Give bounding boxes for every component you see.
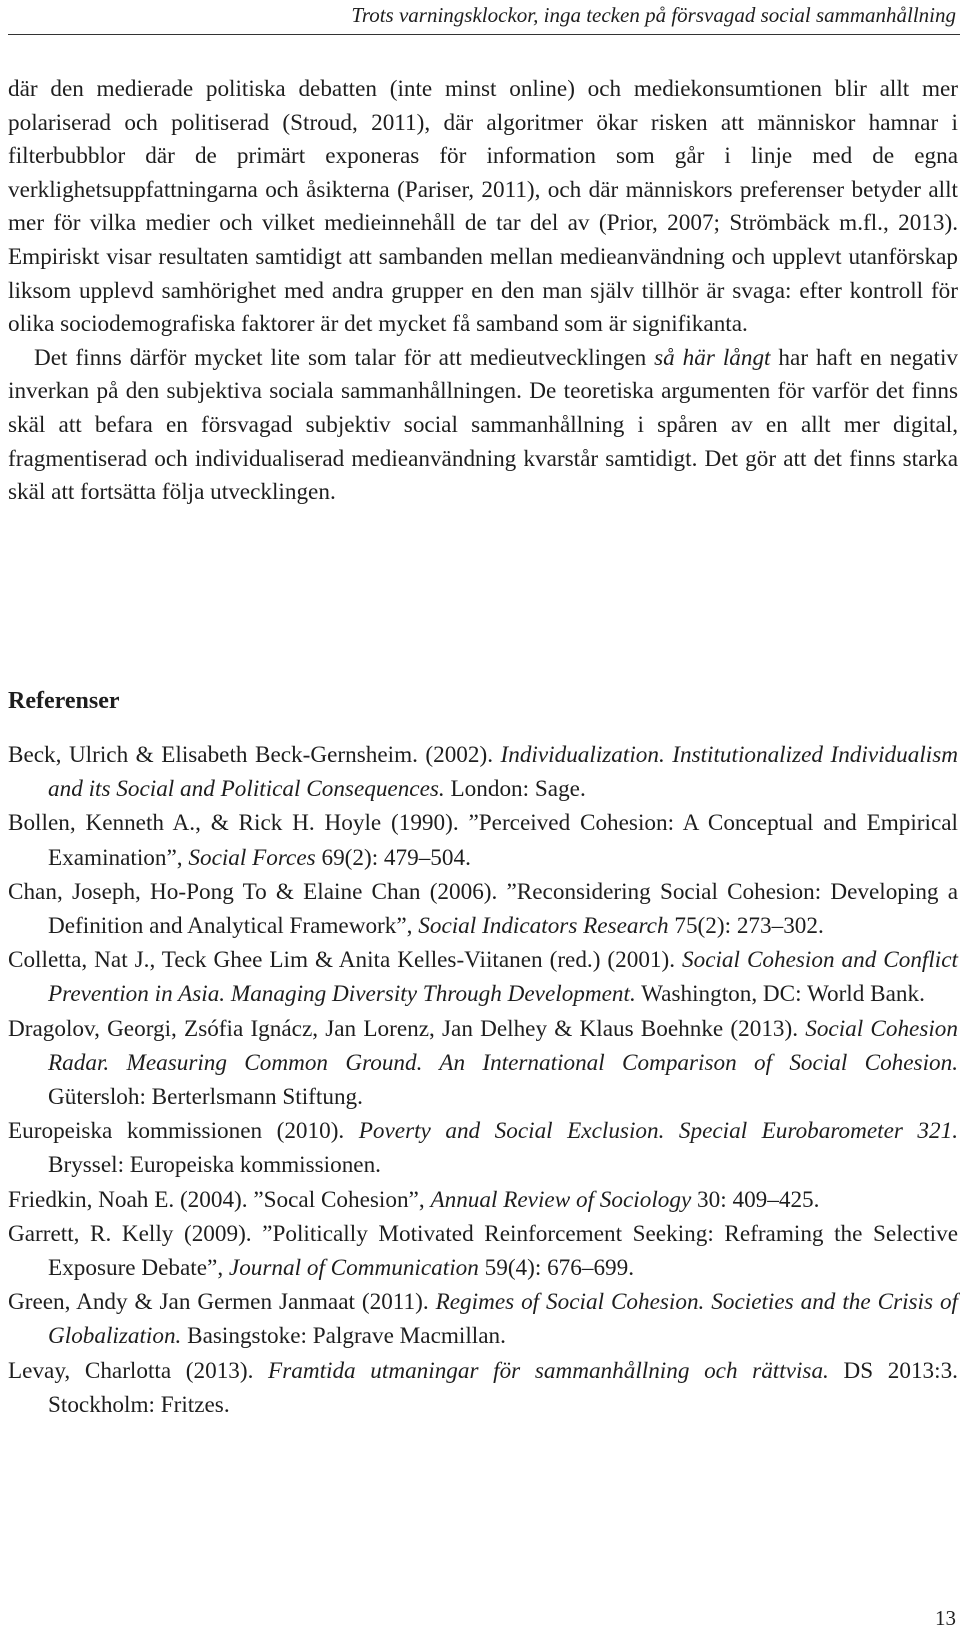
reference-text: Bollen, Kenneth A., & Rick H. Hoyle (1990). ”Perceived Cohesion: A Conceptual and Empirical Examination”, bbox=[8, 810, 958, 871]
paragraph-1: där den medierade politiska debatten (inte minst online) och mediekonsumtionen blir allt mer polariserad och politiserad (Stroud, 2011), där algoritmer ökar risken att människor hamnar i filterbubblor där de primärt exponeras för information som går i linje med de egna verklighetsuppfattningarna och åsikterna (Pariser, 2011), och där människors preferenser betyder allt mer för vilka medier och vilket medieinnehåll de tar del av (Prior, 2007; Strömbäck m.fl., 2013). Empiriskt visar resultaten samtidigt att sambanden mellan medieanvändning och upplevt utanförskap liksom upplevd samhörighet med andra grupper en den man själv tillhör är svaga: efter kontroll för olika sociodemografiska faktorer är det mycket få samband som är signifikanta. bbox=[8, 76, 958, 338]
reference-title: Regimes of Social Cohesion. Societies and the Crisis of Globalization. bbox=[48, 1289, 958, 1350]
reference-entry bbox=[8, 943, 958, 1011]
reference-title: Journal of Communication bbox=[228, 1255, 479, 1282]
reference-text: 75(2): 273–302. bbox=[668, 913, 824, 940]
paragraph-2-emphasis: så här långt bbox=[654, 344, 771, 371]
reference-text: DS 2013:3. Stockholm: Fritzes. bbox=[48, 1357, 958, 1418]
running-head: Trots varningsklockor, inga tecken på försvagad social sammanhållning bbox=[351, 3, 956, 27]
paragraph-2 bbox=[8, 342, 958, 510]
body-text bbox=[8, 73, 958, 510]
reference-text: Gütersloh: Berterlsmann Stiftung. bbox=[48, 1084, 363, 1111]
reference-text: Washington, DC: World Bank. bbox=[635, 981, 925, 1008]
reference-title: Framtida utmaningar för sammanhållning och rättvisa. bbox=[268, 1357, 829, 1384]
reference-text: Green, Andy & Jan Germen Janmaat (2011). bbox=[8, 1289, 436, 1316]
reference-list bbox=[8, 738, 958, 1422]
reference-title: Individualization. Institutionalized Individualism and its Social and Political Consequences. bbox=[48, 742, 958, 803]
header-rule bbox=[8, 34, 960, 35]
reference-text: Dragolov, Georgi, Zsófia Ignácz, Jan Lorenz, Jan Delhey & Klaus Boehnke (2013). bbox=[8, 1015, 806, 1042]
reference-text: Basingstoke: Palgrave Macmillan. bbox=[181, 1323, 506, 1350]
reference-text: Europeiska kommissionen (2010). bbox=[8, 1118, 359, 1145]
reference-title: Social Forces bbox=[188, 844, 316, 871]
reference-text: Beck, Ulrich & Elisabeth Beck-Gernsheim. (2002). bbox=[8, 742, 501, 768]
reference-entry bbox=[8, 875, 958, 943]
reference-text: Colletta, Nat J., Teck Ghee Lim & Anita Kelles-Viitanen (red.) (2001). bbox=[8, 947, 683, 974]
reference-entry bbox=[8, 1012, 958, 1115]
reference-text: London: Sage. bbox=[444, 776, 586, 803]
paragraph-2-text-continued: har haft en negativ inverkan på den subjektiva sociala sammanhållningen. De teoretiska argumenten för varför det finns skäl att befara en försvagad subjektiv social sammanhållning i spåren av en allt mer digital, fragmentiserad och individualiserad medieanvändning kvarstår samtidigt. Det gör att det finns starka skäl att fortsätta följa utvecklingen. bbox=[8, 344, 959, 506]
page-number: 13 bbox=[935, 1606, 956, 1630]
reference-text: 30: 409–425. bbox=[691, 1186, 820, 1213]
reference-entry bbox=[8, 806, 958, 874]
reference-title: Social Indicators Research bbox=[418, 913, 669, 940]
reference-entry bbox=[8, 1217, 958, 1285]
reference-text: Garrett, R. Kelly (2009). ”Politically Motivated Reinforcement Seeking: Reframing the Selective Exposure Debate”, bbox=[8, 1220, 958, 1282]
reference-entry bbox=[8, 1354, 958, 1422]
references-heading: Referenser bbox=[8, 688, 120, 714]
reference-entry bbox=[8, 738, 958, 806]
reference-entry bbox=[8, 1183, 958, 1217]
reference-text: Chan, Joseph, Ho-Pong To & Elaine Chan (2006). ”Reconsidering Social Cohesion: Developing a Definition and Analytical Framework”, bbox=[8, 878, 958, 940]
reference-title: Social Cohesion and Conflict Prevention in Asia. Managing Diversity Through Development. bbox=[48, 947, 958, 1008]
reference-text: Friedkin, Noah E. (2004). ”Socal Cohesion”, bbox=[8, 1186, 431, 1213]
reference-text: 59(4): 676–699. bbox=[478, 1255, 635, 1282]
reference-title: Annual Review of Sociology bbox=[430, 1186, 692, 1213]
reference-title: Social Cohesion Radar. Measuring Common Ground. An International Comparison of Social Cohesion. bbox=[48, 1015, 958, 1076]
reference-text: 69(2): 479–504. bbox=[315, 844, 471, 871]
reference-title: Poverty and Social Exclusion. Special Eurobarometer 321. bbox=[358, 1118, 958, 1145]
reference-text: Levay, Charlotta (2013). bbox=[8, 1357, 269, 1384]
reference-entry bbox=[8, 1285, 958, 1353]
paragraph-2-text: Det finns därför mycket lite som talar för att medieutvecklingen bbox=[34, 344, 655, 371]
reference-entry bbox=[8, 1114, 958, 1182]
reference-text: Bryssel: Europeiska kommissionen. bbox=[48, 1152, 381, 1179]
